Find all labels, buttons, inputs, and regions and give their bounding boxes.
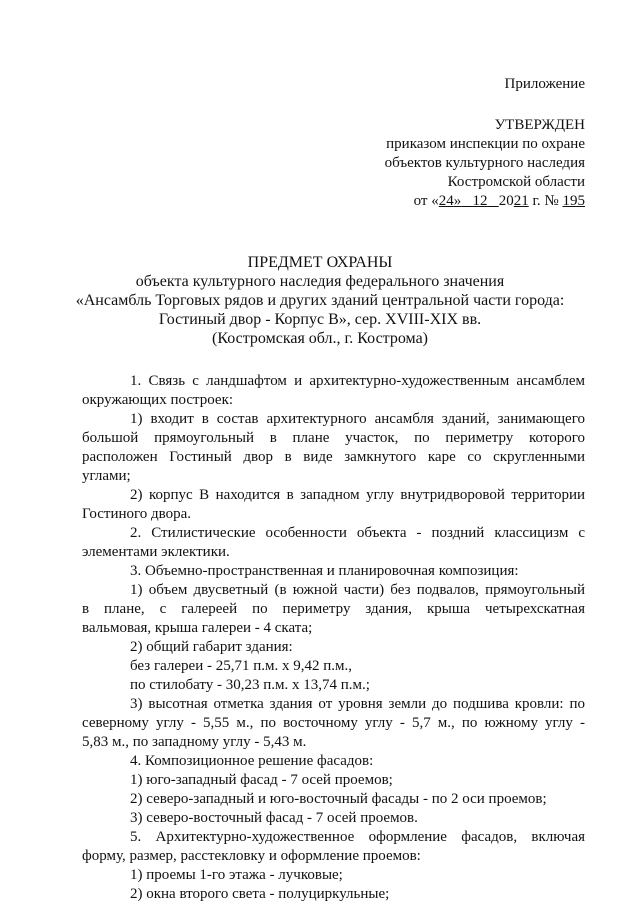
- order-line-2: объектов культурного наследия: [384, 155, 585, 171]
- approved-label: УТВЕРЖДЕН: [494, 117, 585, 133]
- body-line: 5. Архитектурно-художественное оформление фасадов, включая: [130, 829, 585, 845]
- body-line: 3) высотная отметка здания от уровня земли до подшива кровли: по: [130, 696, 585, 712]
- body-line: 3) северо-восточный фасад - 7 осей проемов.: [130, 810, 418, 826]
- body-line: вальмовая, крыша галереи - 4 ската;: [82, 620, 313, 636]
- appendix-label: Приложение: [504, 76, 585, 92]
- order-number: 195: [562, 193, 585, 209]
- body-line: расположен Гостиный двор в виде замкнутого каре со скругленными: [82, 449, 585, 465]
- body-line: в плане, с галереей по периметру здания, крыша четырехскатная: [82, 601, 585, 617]
- date-year-suffix: 21: [513, 193, 529, 209]
- body-line: 1) проемы 1-го этажа - лучковые;: [130, 867, 343, 883]
- body-line: элементами эклектики.: [82, 544, 230, 560]
- title-line-1: объекта культурного наследия федерального значения: [135, 273, 505, 290]
- body-line: большой прямоугольный в плане участок, по периметру которого: [82, 430, 585, 446]
- date-sep: »: [453, 193, 462, 209]
- body-line: 3. Объемно-пространственная и планировочная композиция:: [130, 563, 519, 579]
- document-title: ПРЕДМЕТ ОХРАНЫ: [247, 254, 393, 271]
- body-line: 1. Связь с ландшафтом и архитектурно-художественным ансамблем: [130, 373, 585, 389]
- body-line: 2. Стилистические особенности объекта - поздний классицизм с: [130, 525, 585, 541]
- date-mid: г. №: [528, 193, 563, 209]
- body-line: 5,83 м., по западному углу - 5,43 м.: [82, 734, 307, 750]
- body-line: по стилобату - 30,23 п.м. х 13,74 п.м.;: [130, 677, 370, 693]
- body-line: без галереи - 25,71 п.м. х 9,42 п.м.,: [130, 658, 353, 674]
- date-month-gap: [461, 193, 472, 209]
- body-line: углами;: [82, 468, 131, 484]
- date-year-prefix: 20: [498, 193, 514, 209]
- date-prefix: от «: [413, 193, 439, 209]
- order-date-line: [414, 191, 585, 211]
- date-year-gap: [487, 193, 498, 209]
- title-line-2: «Ансамбль Торговых рядов и других зданий центральной части города:: [75, 292, 565, 309]
- body-line: северному углу - 5,55 м., по восточному углу - 5,7 м., по южному углу -: [82, 715, 585, 731]
- body-line: 1) объем двусветный (в южной части) без подвалов, прямоугольный: [130, 582, 585, 598]
- body-line: 2) общий габарит здания:: [130, 639, 293, 655]
- title-line-3: Гостиный двор - Корпус В», сер. XVIII-XIX вв.: [158, 311, 482, 328]
- date-month: 12: [472, 193, 488, 209]
- body-line: 1) юго-западный фасад - 7 осей проемов;: [130, 772, 393, 788]
- body-line: 2) северо-западный и юго-восточный фасады - по 2 оси проемов;: [130, 791, 547, 807]
- order-line-3: Костромской области: [447, 174, 585, 190]
- order-line-1: приказом инспекции по охране: [386, 136, 585, 152]
- body-line: форму, размер, расстекловку и оформление проемов:: [82, 848, 421, 864]
- body-line: 2) корпус В находится в западном углу внутридворовой территории: [130, 487, 585, 503]
- body-line: Гостиного двора.: [82, 506, 192, 522]
- body-line: окружающих построек:: [82, 392, 234, 408]
- date-day: 24: [438, 193, 454, 209]
- body-line: 4. Композиционное решение фасадов:: [130, 753, 374, 769]
- title-line-4: (Костромская обл., г. Кострома): [212, 330, 428, 347]
- body-line: 2) окна второго света - полуциркульные;: [130, 886, 390, 902]
- body-line: 1) входит в состав архитектурного ансамбля зданий, занимающего: [130, 411, 585, 427]
